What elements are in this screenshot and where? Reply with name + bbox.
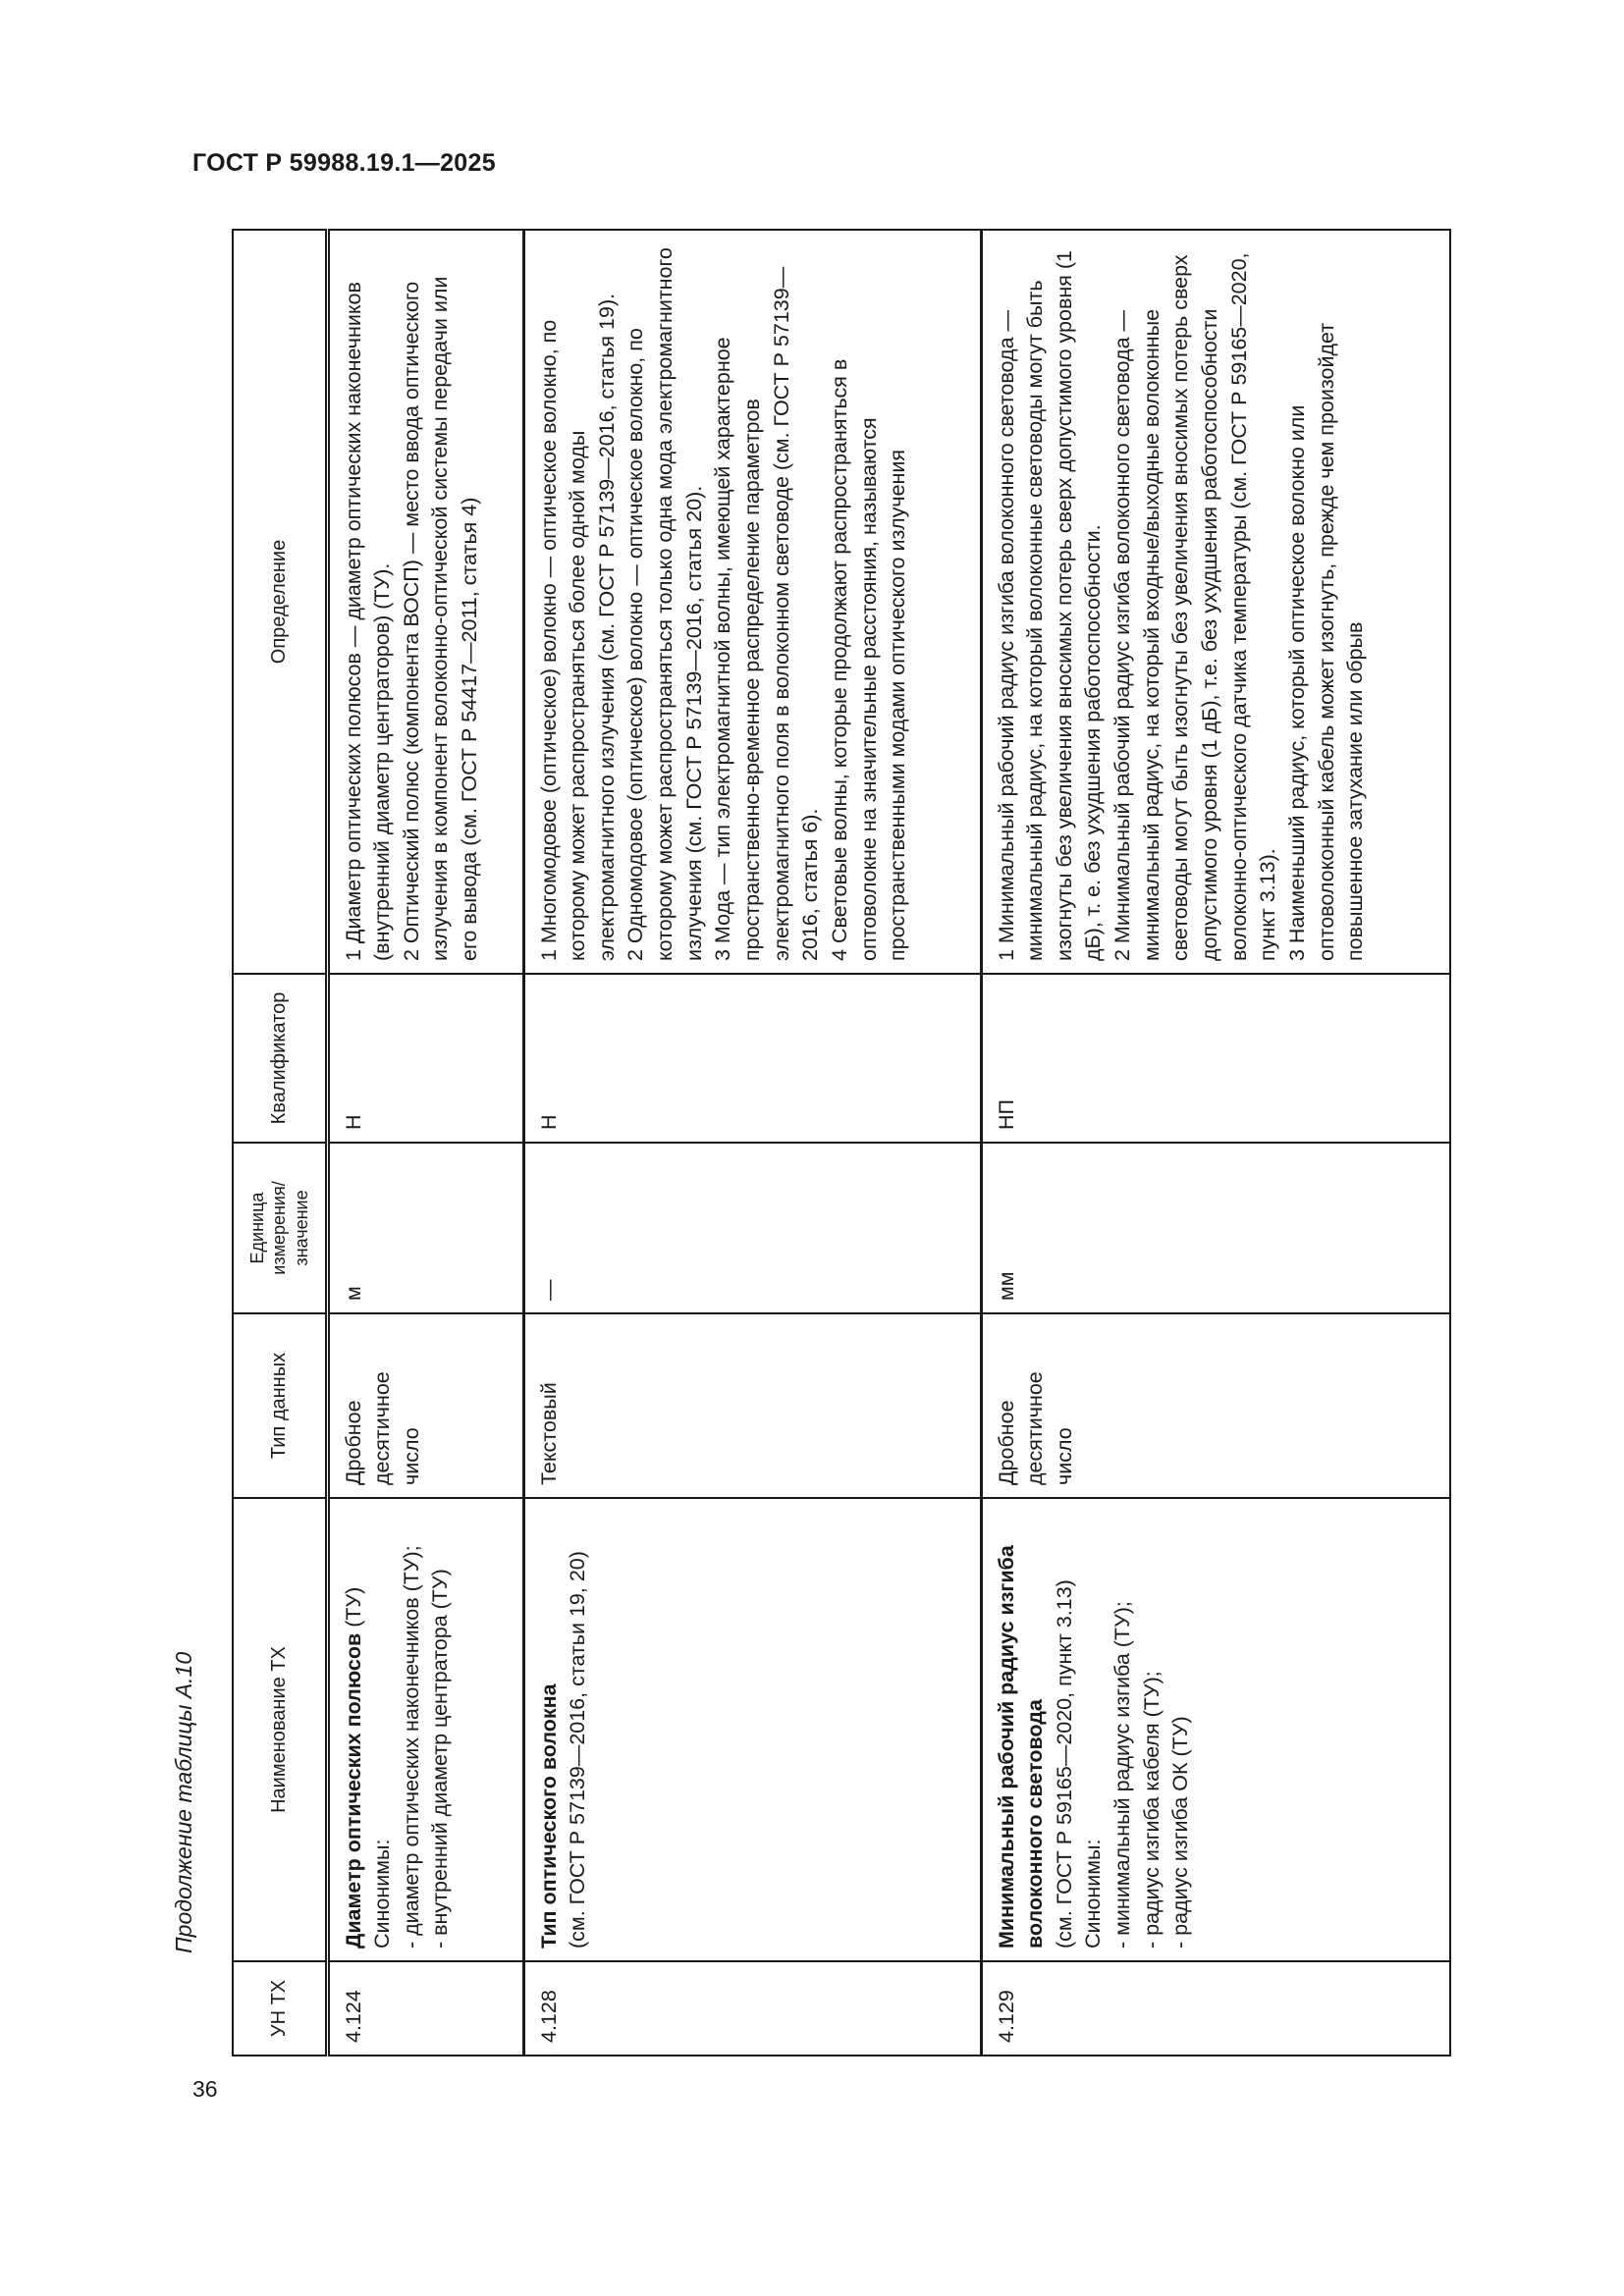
name-line: - радиус изгиба кабеля (ТУ);: [1139, 1671, 1164, 1949]
definition-line: 1 Диаметр оптических полюсов — диаметр оптических наконечников (внутренний диаметр центраторов) (ТУ).: [341, 282, 395, 961]
definition-line: 2 Оптический полюс (компонента ВОСП) — место ввода оптического излучения в компонент волоконно-оптической системы передачи или его вывода (см. ГОСТ Р 54417—2011, статья 4): [399, 276, 482, 961]
header-unit-line: измерения/: [269, 1181, 289, 1275]
table-row: [981, 230, 1450, 2056]
cell-name: [523, 1498, 981, 1961]
header-unit-line: Единица: [246, 1192, 267, 1264]
cell-unit: м: [327, 1143, 523, 1313]
name-line: - внутренний диаметр центратора (ТУ): [428, 1569, 453, 1949]
cell-type: Дробное десятичное число: [981, 1313, 1450, 1498]
cell-name: [981, 1498, 1450, 1961]
characteristic-name: Минимальный рабочий радиус изгиба волоконного световода: [994, 1545, 1048, 1949]
header-definition: Определение: [233, 230, 327, 974]
cell-qualifier: НП: [981, 974, 1450, 1143]
cell-code: 4.129: [981, 1961, 1450, 2056]
header-unit: [233, 1143, 327, 1313]
header-name: Наименование ТХ: [233, 1498, 327, 1961]
header-code: УН ТХ: [233, 1961, 327, 2056]
properties-table: [232, 229, 1451, 2056]
cell-type: Дробное десятичное число: [327, 1313, 523, 1498]
header-type: Тип данных: [233, 1313, 327, 1498]
document-title: ГОСТ Р 59988.19.1—2025: [192, 149, 496, 177]
name-line: - радиус изгиба ОК (ТУ): [1168, 1716, 1193, 1949]
cell-code: 4.124: [327, 1961, 523, 2056]
cell-definition: [327, 230, 523, 974]
table-row: [523, 230, 981, 2056]
name-line: Синонимы:: [1081, 1839, 1106, 1949]
cell-type: Текстовый: [523, 1313, 981, 1498]
characteristic-name: Диаметр оптических полюсов: [341, 1632, 365, 1949]
name-suffix: (ТУ): [341, 1586, 365, 1633]
definition-line: 2 Одномодовое (оптическое) волокно — оптическое волокно, по которому может распространяться только одна мода электромагнитного излучения (см. ГОСТ Р 57139—2016, статья 20).: [623, 247, 706, 961]
header-qualifier: Квалификатор: [233, 974, 327, 1143]
definition-line: 4 Световые волны, которые продолжают распространяться в оптоволокне на значительные расстояния, называются пространственными модами оптического излучения: [828, 358, 910, 961]
cell-code: 4.128: [523, 1961, 981, 2056]
characteristic-name: Тип оптического волокна: [536, 1683, 561, 1949]
cell-definition: [523, 230, 981, 974]
cell-qualifier: Н: [327, 974, 523, 1143]
name-line: - минимальный радиус изгиба (ТУ);: [1110, 1601, 1135, 1949]
table-header-row: [233, 230, 327, 2056]
definition-line: 1 Минимальный рабочий радиус изгиба волоконного световода — минимальный радиус, на который волоконные световоды могут быть изогнуты без увеличения вносимых потерь сверх допустимого уровня (1 дБ), т. е. без ухудшения работоспособности.: [994, 250, 1106, 961]
definition-line: 2 Минимальный рабочий радиус изгиба волоконного световода — минимальный радиус, на который входные/выходные волоконные световоды могут быть изогнуты без увеличения вносимых потерь сверх допустимого уровня (1 дБ), т.е. без ухудшения работоспособности волоконно-оптического датчика температуры (см. ГОСТ Р 59165—2020, пункт 3.13).: [1110, 252, 1280, 961]
cell-unit: —: [523, 1143, 981, 1313]
page-number: 36: [192, 2076, 218, 2102]
name-line: Синонимы:: [370, 1839, 395, 1949]
table-continuation-caption: Продолжение таблицы А.10: [171, 1651, 196, 1953]
cell-name: [327, 1498, 523, 1961]
table-row: [327, 230, 523, 2056]
definition-line: 3 Мода — тип электромагнитной волны, имеющей характерное пространственно-временное распределение параметров электромагнитного поля в волоконном световоде (см. ГОСТ Р 57139—2016, статья 6).: [711, 266, 823, 961]
cell-definition: [981, 230, 1450, 974]
definition-line: 3 Наименьший радиус, который оптическое волокно или оптоволоконный кабель может изогнуть, прежде чем произойдет повышенное затухание или обрыв: [1285, 322, 1368, 961]
cell-qualifier: Н: [523, 974, 981, 1143]
name-line: - диаметр оптических наконечников (ТУ);: [399, 1545, 423, 1949]
cell-unit: мм: [981, 1143, 1450, 1313]
definition-line: 1 Многомодовое (оптическое) волокно — оптическое волокно, по которому может распространяться более одной моды электромагнитного излучения (см. ГОСТ Р 57139—2016, статья 19).: [536, 293, 619, 961]
header-unit-line: значение: [291, 1190, 311, 1266]
name-line: (см. ГОСТ Р 57139—2016, статьи 19, 20): [566, 1551, 590, 1949]
name-line: (см. ГОСТ Р 59165—2020, пункт 3.13): [1052, 1579, 1076, 1949]
rotated-table-container: [232, 231, 1449, 2056]
